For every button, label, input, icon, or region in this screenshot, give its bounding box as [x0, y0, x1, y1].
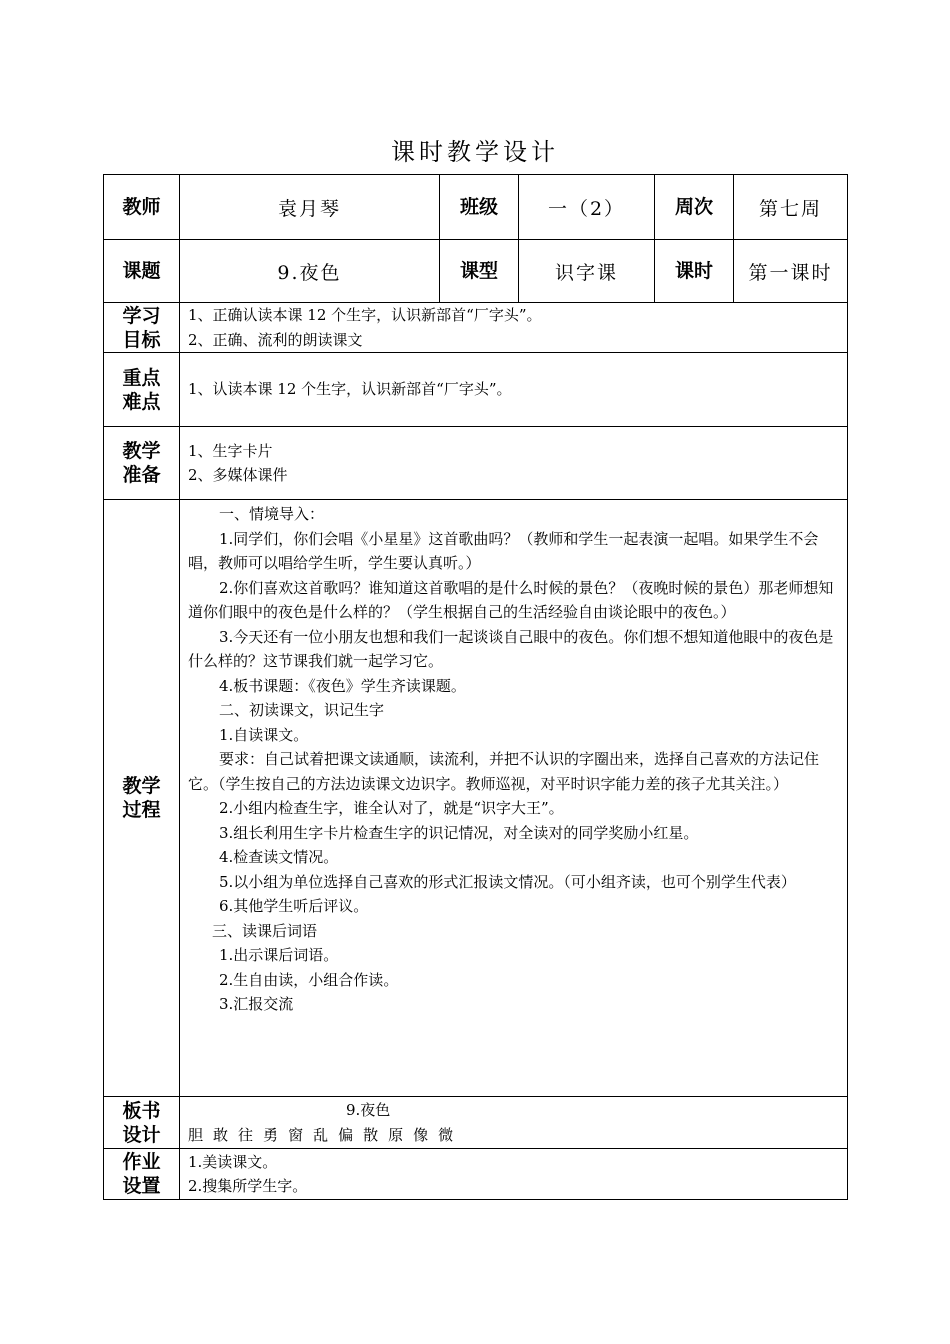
homework-label — [104, 1149, 180, 1200]
process-paragraph: 3.汇报交流 — [219, 995, 294, 1013]
board-word: 微 — [438, 1125, 454, 1144]
process-paragraph: 6.其他学生听后评议。 — [219, 897, 369, 915]
preparation-label — [104, 427, 180, 500]
type-value: 识字课 — [519, 240, 655, 303]
week-label: 周次 — [655, 175, 734, 240]
homework-label-line-2: 设置 — [122, 1175, 161, 1197]
board-title: 9.夜色 — [346, 1101, 391, 1119]
process-label-line-1: 教学 — [122, 775, 161, 797]
period-value: 第一课时 — [734, 240, 848, 303]
key-points-label-line-2: 难点 — [122, 390, 161, 413]
homework-item: 1.美读课文。 — [188, 1152, 278, 1171]
goals-label — [104, 303, 180, 353]
page-title: 课时教学设计 — [391, 138, 559, 166]
goals-label-line-1: 学习 — [122, 304, 161, 327]
key-points-row — [104, 353, 848, 427]
preparation-label-line-1: 教学 — [122, 440, 161, 462]
board-word: 原 — [388, 1125, 404, 1144]
process-paragraph: 4.检查读文情况。 — [219, 848, 339, 866]
key-points-content — [180, 353, 848, 427]
header-row-2 — [104, 240, 848, 303]
period-label: 课时 — [655, 240, 734, 303]
homework-item: 2.搜集所学生字。 — [188, 1177, 308, 1195]
teacher-label: 教师 — [104, 175, 180, 240]
board-word: 窗 — [288, 1125, 304, 1144]
goals-row — [104, 303, 848, 353]
homework-label-line-1: 作业 — [122, 1151, 161, 1173]
topic-label: 课题 — [104, 240, 180, 303]
board-word: 乱 — [313, 1125, 329, 1144]
process-label-line-2: 过程 — [122, 799, 161, 821]
board-word: 胆 — [188, 1125, 204, 1144]
teacher-value: 袁月琴 — [180, 175, 440, 240]
process-paragraph: 3.组长利用生字卡片检查生字的识记情况，对全读对的同学奖励小红星。 — [219, 823, 699, 842]
preparation-content — [180, 427, 848, 500]
week-value: 第七周 — [734, 175, 848, 240]
key-points-label-line-1: 重点 — [122, 366, 161, 389]
preparation-item: 1、生字卡片 — [188, 441, 273, 460]
process-row — [104, 500, 848, 1097]
goal-item: 1、正确认读本课 12 个生字，认识新部首“厂字头”。 — [188, 306, 542, 324]
key-points-label — [104, 353, 180, 427]
process-content — [180, 500, 848, 1097]
board-word: 散 — [363, 1125, 379, 1144]
homework-row — [104, 1149, 848, 1200]
board-label-line-2: 设计 — [122, 1123, 161, 1146]
preparation-item: 2、多媒体课件 — [188, 466, 288, 484]
class-value: 一（2） — [519, 175, 655, 240]
board-row — [104, 1097, 848, 1149]
board-word: 敢 — [213, 1125, 229, 1144]
process-paragraph: 4.板书课题：《夜色》学生齐读课题。 — [219, 676, 466, 695]
process-paragraph: 1.出示课后词语。 — [219, 946, 339, 964]
process-paragraph: 要求：自己试着把课文读通顺，读流利，并把不认识的字圈出来，选择自己喜欢的方法记住它。（学生按自己的方法边读课文边识字。教师巡视，对平时识字能力差的孩子尤其关注。） — [188, 750, 820, 793]
board-label-line-1: 板书 — [122, 1099, 161, 1122]
goals-content — [180, 303, 848, 353]
goals-label-line-2: 目标 — [122, 328, 161, 351]
board-label — [104, 1097, 180, 1149]
board-content — [180, 1097, 848, 1149]
class-label: 班级 — [440, 175, 519, 240]
process-paragraph: 三、读课后词语 — [212, 921, 318, 940]
key-points-text: 1、认读本课 12 个生字，认识新部首“厂字头”。 — [188, 380, 512, 399]
goal-item: 2、正确、流利的朗读课文 — [188, 330, 363, 349]
board-words — [188, 1123, 839, 1148]
process-paragraph: 二、初读课文，识记生字 — [219, 701, 385, 719]
preparation-row — [104, 427, 848, 500]
process-paragraph: 2.你们喜欢这首歌吗？谁知道这首歌唱的是什么时候的景色？（夜晚时候的景色）那老师想知道你们眼中的夜色是什么样的？（学生根据自己的生活经验自由谈论眼中的夜色。） — [188, 578, 834, 621]
process-label — [104, 500, 180, 1097]
board-word: 勇 — [263, 1125, 279, 1144]
process-paragraph: 5.以小组为单位选择自己喜欢的形式汇报读文情况。（可小组齐读，也可个别学生代表） — [219, 872, 796, 891]
homework-content — [180, 1149, 848, 1200]
topic-value: 9.夜色 — [180, 240, 440, 303]
lesson-plan-table — [103, 174, 848, 1200]
process-paragraph: 2.小组内检查生字，谁全认对了，就是“识字大王”。 — [219, 799, 564, 817]
board-word: 往 — [238, 1125, 254, 1144]
type-label: 课型 — [440, 240, 519, 303]
header-row-1 — [104, 175, 848, 240]
process-paragraph: 2.生自由读，小组合作读。 — [219, 970, 399, 989]
process-paragraph: 1.同学们，你们会唱《小星星》这首歌曲吗？（教师和学生一起表演一起唱。如果学生不会唱，教师可以唱给学生听，学生要认真听。） — [188, 529, 819, 572]
preparation-label-line-2: 准备 — [122, 464, 161, 486]
process-paragraph: 一、情境导入： — [219, 505, 325, 523]
process-paragraph: 3.今天还有一位小朋友也想和我们一起谈谈自己眼中的夜色。你们想不想知道他眼中的夜色是什么样的？这节课我们就一起学习它。 — [188, 627, 834, 670]
board-word: 偏 — [338, 1125, 354, 1144]
process-paragraph: 1.自读课文。 — [219, 725, 309, 744]
board-word: 像 — [413, 1125, 429, 1144]
